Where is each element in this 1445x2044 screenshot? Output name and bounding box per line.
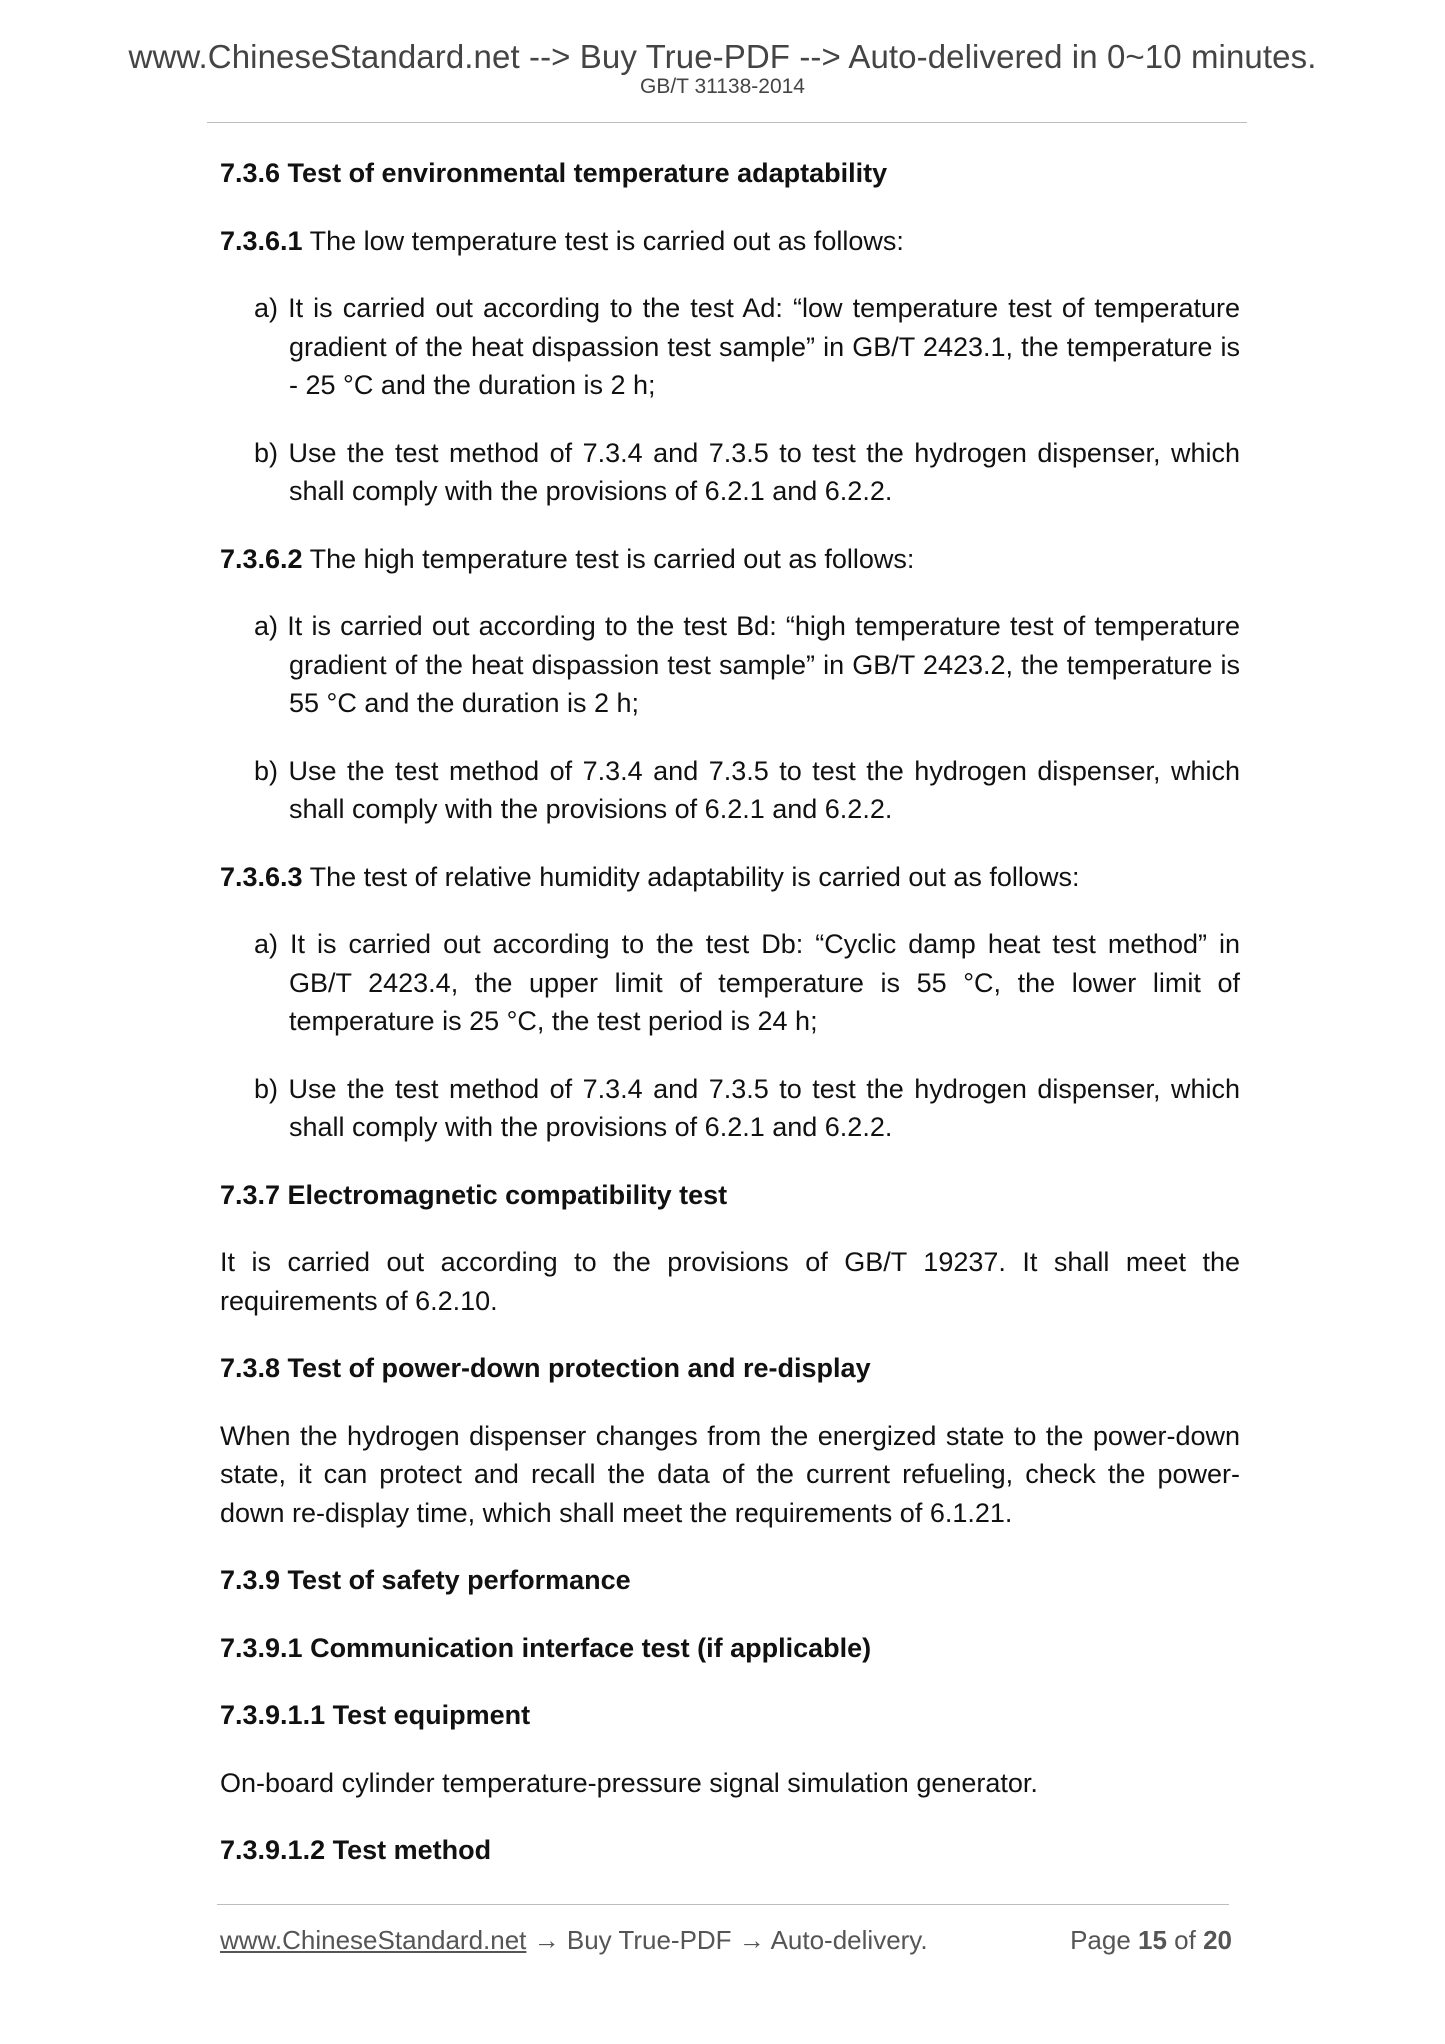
list-item: a) It is carried out according to the test Bd: “high temperature test of temperature gradient of the heat dispassion test sample” in GB/T 2423.2, the temperature is 55 °C and the duration is 2 h; <box>254 611 1240 718</box>
footer-tagline: → Buy True-PDF → Auto-delivery. <box>526 1925 928 1955</box>
list-item: a) It is carried out according to the test Ad: “low temperature test of temperature gradient of the heat dispassion test sample” in GB/T 2423.1, the temperature is - 25 °C and the duration is 2 h; <box>254 293 1240 400</box>
clause-text: The low temperature test is carried out as follows: <box>302 225 904 256</box>
section-7-3-8-text: When the hydrogen dispenser changes from the energized state to the power-down state, it can protect and recall the data of the current refueling, check the power-down re-display time, which shall meet the requirements of 6.1.21. <box>220 1420 1240 1528</box>
section-7-3-7-heading: 7.3.7 Electromagnetic compatibility test <box>220 1179 728 1210</box>
footer <box>220 1923 1232 1957</box>
clause-text: The high temperature test is carried out as follows: <box>302 543 915 574</box>
list-item: a) It is carried out according to the test Db: “Cyclic damp heat test method” in GB/T 2423.4, the upper limit of temperature is 55 °C, the lower limit of temperature is 25 °C, the test period is 24 h; <box>254 929 1240 1036</box>
footer-website-link[interactable]: www.ChineseStandard.net <box>220 1925 527 1955</box>
clause-7-3-6-3 <box>220 858 1240 897</box>
section-7-3-9-1-1-text: On-board cylinder temperature-pressure signal simulation generator. <box>220 1767 1038 1798</box>
list-item: b) Use the test method of 7.3.4 and 7.3.5 to test the hydrogen dispenser, which shall comply with the provisions of 6.2.1 and 6.2.2. <box>254 1073 1240 1142</box>
top-banner[interactable]: www.ChineseStandard.net --> Buy True-PDF --> Auto-delivered in 0~10 minutes. <box>128 38 1317 75</box>
page-indicator <box>1070 1923 1232 1957</box>
clause-number: 7.3.6.1 <box>220 225 303 256</box>
page-number: 15 <box>1138 1925 1167 1955</box>
header-divider <box>207 122 1247 123</box>
list-item: b) Use the test method of 7.3.4 and 7.3.5 to test the hydrogen dispenser, which shall comply with the provisions of 6.2.1 and 6.2.2. <box>254 755 1240 824</box>
section-7-3-9-heading: 7.3.9 Test of safety performance <box>220 1565 631 1595</box>
clause-number: 7.3.6.2 <box>220 543 303 574</box>
page-label: Page <box>1070 1925 1139 1955</box>
section-7-3-6-heading: 7.3.6 Test of environmental temperature adaptability <box>220 158 888 188</box>
standard-code: GB/T 31138-2014 <box>639 75 805 98</box>
clause-number: 7.3.6.3 <box>220 861 303 892</box>
total-pages: 20 <box>1203 1925 1232 1955</box>
clause-7-3-6-2 <box>220 540 1240 579</box>
list-item: b) Use the test method of 7.3.4 and 7.3.5 to test the hydrogen dispenser, which shall comply with the provisions of 6.2.1 and 6.2.2. <box>254 437 1240 506</box>
clause-7-3-6-1 <box>220 222 1240 261</box>
section-7-3-9-1-heading: 7.3.9.1 Communication interface test (if applicable) <box>220 1632 872 1663</box>
of-label: of <box>1166 1925 1204 1955</box>
footer-divider <box>217 1904 1229 1905</box>
document-body <box>220 154 1240 1899</box>
section-7-3-8-heading: 7.3.8 Test of power-down protection and re-display <box>220 1353 871 1383</box>
section-7-3-9-1-2-heading: 7.3.9.1.2 Test method <box>220 1835 492 1865</box>
clause-text: The test of relative humidity adaptability is carried out as follows: <box>302 861 1080 892</box>
section-7-3-9-1-1-heading: 7.3.9.1.1 Test equipment <box>220 1700 531 1730</box>
section-7-3-7-text: It is carried out according to the provisions of GB/T 19237. It shall meet the requirements of 6.2.10. <box>220 1247 1240 1316</box>
